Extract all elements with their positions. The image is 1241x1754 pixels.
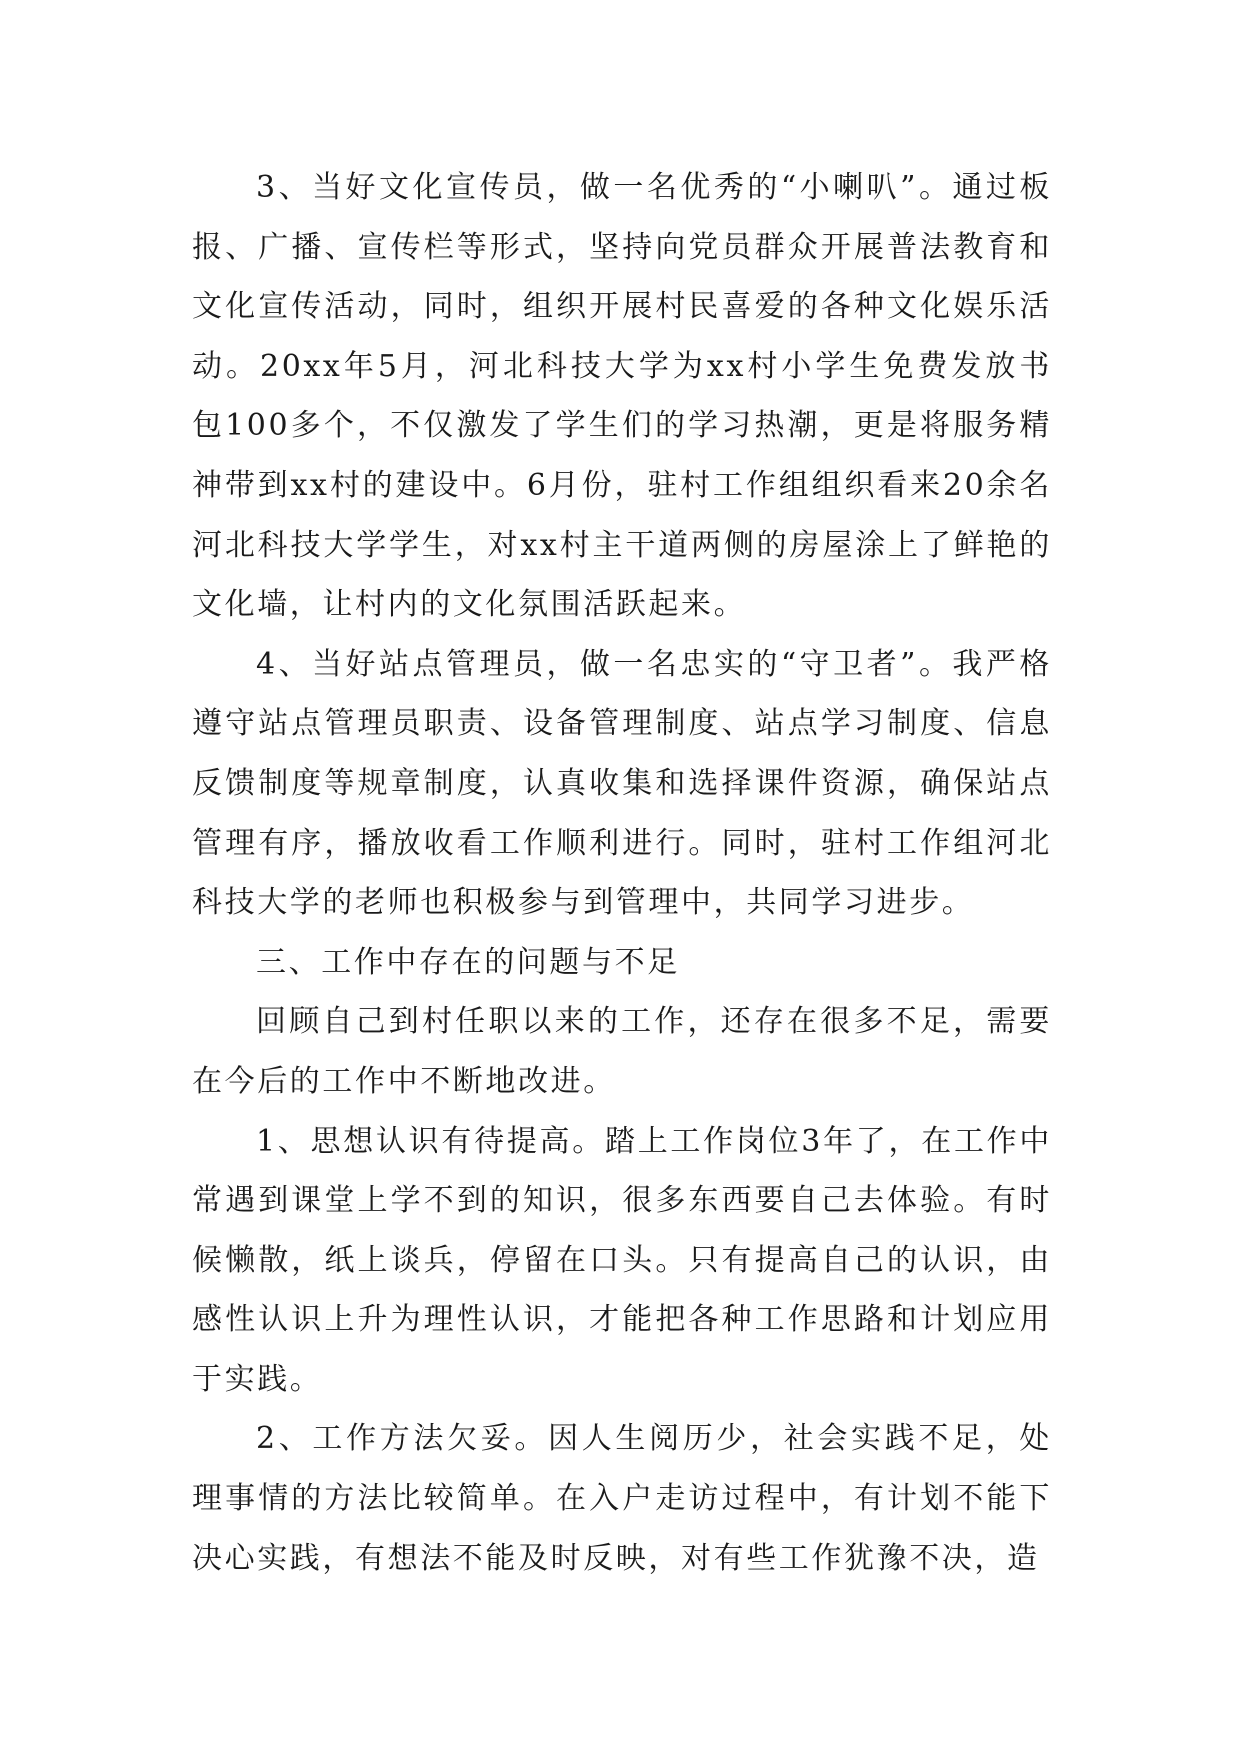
paragraph-culture-promoter: 3、当好文化宣传员，做一名优秀的“小喇叭”。通过板报、广播、宣传栏等形式，坚持向党员群众开展普法教育和文化宣传活动，同时，组织开展村民喜爱的各种文化娱乐活动。20xx年5月，河北科技大学为xx村小学生免费发放书包100多个，不仅激发了学生们的学习热潮，更是将服务精神带到xx村的建设中。6月份，驻村工作组组织看来20余名河北科技大学学生，对xx村主干道两侧的房屋涂上了鲜艳的文化墙，让村内的文化氛围活跃起来。 <box>192 170 1052 623</box>
document-body <box>192 158 1052 1588</box>
paragraph-thinking: 1、思想认识有待提高。踏上工作岗位3年了，在工作中常遇到课堂上学不到的知识，很多东西要自己去体验。有时候懒散，纸上谈兵，停留在口头。只有提高自己的认识，由感性认识上升为理性认识，才能把各种工作思路和计划应用于实践。 <box>192 1123 1052 1397</box>
section-heading-problems: 三、工作中存在的问题与不足 <box>256 944 680 980</box>
paragraph-site-manager: 4、当好站点管理员，做一名忠实的“守卫者”。我严格遵守站点管理员职责、设备管理制度、站点学习制度、信息反馈制度等规章制度，认真收集和选择课件资源，确保站点管理有序，播放收看工作顺利进行。同时，驻村工作组河北科技大学的老师也积极参与到管理中，共同学习进步。 <box>192 646 1052 921</box>
paragraph-work-method: 2、工作方法欠妥。因人生阅历少，社会实践不足，处理事情的方法比较简单。在入户走访过程中，有计划不能下决心实践，有想法不能及时反映，对有些工作犹豫不决，造 <box>192 1421 1052 1576</box>
paragraph-review: 回顾自己到村任职以来的工作，还存在很多不足，需要在今后的工作中不断地改进。 <box>192 1004 1052 1099</box>
